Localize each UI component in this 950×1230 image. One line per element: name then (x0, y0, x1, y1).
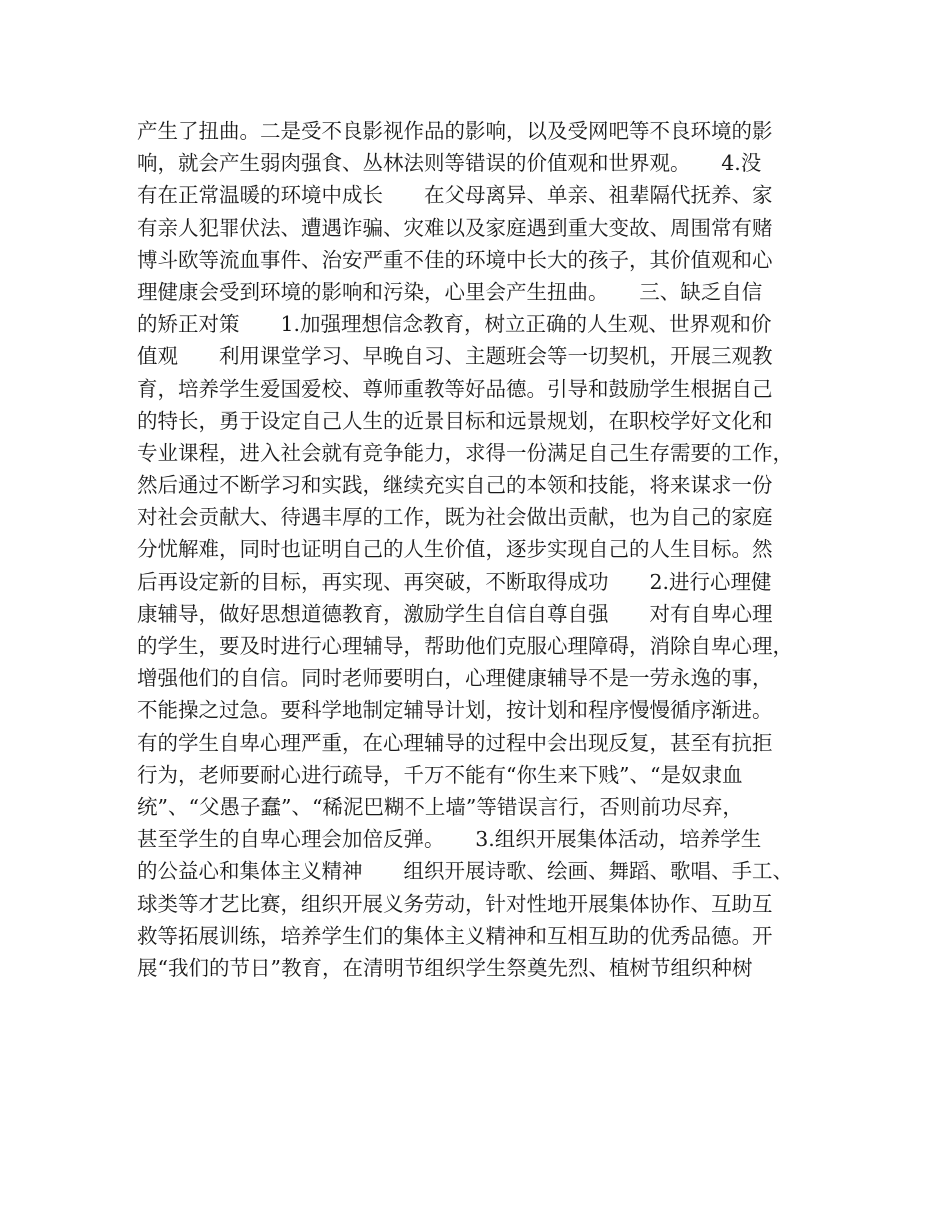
text-line-26: 救等拓展训练，培养学生们的集体主义精神和互相互助的优秀品德。开 (137, 923, 773, 948)
text-line-22: 统”、“父愚子蠢”、“稀泥巴糊不上墙”等错误言行，否则前功尽弃， (137, 794, 743, 819)
text-line-5: 博斗欧等流血事件、治安严重不佳的环境中长大的孩子，其价值观和心 (137, 247, 773, 272)
text-line-24: 的公益心和集体主义精神 组织开展诗歌、绘画、舞蹈、歌唱、手工、 (137, 859, 793, 884)
text-line-19: 不能操之过急。要科学地制定辅导计划，按计划和程序慢慢循序渐进。 (137, 698, 773, 723)
text-line-13: 对社会贡献大、待遇丰厚的工作，既为社会做出贡献，也为自己的家庭 (137, 505, 773, 530)
text-line-23: 甚至学生的自卑心理会加倍反弹。 3.组织开展集体活动，培养学生 (137, 827, 762, 852)
text-line-8: 值观 利用课堂学习、早晚自习、主题班会等一切契机，开展三观教 (137, 344, 773, 369)
text-line-10: 的特长，勇于设定自己人生的近景目标和远景规划，在职校学好文化和 (137, 408, 773, 433)
text-line-15: 后再设定新的目标，再实现、再突破，不断取得成功 2.进行心理健 (137, 569, 772, 594)
text-line-16: 康辅导，做好思想道德教育，激励学生自信自尊自强 对有自卑心理 (137, 601, 773, 626)
text-line-11: 专业课程，进入社会就有竞争能力，求得一份满足自己生存需要的工作， (137, 440, 793, 465)
text-line-3: 有在正常温暖的环境中成长 在父母离异、单亲、祖辈隔代抚养、家 (137, 183, 773, 208)
text-line-17: 的学生，要及时进行心理辅导，帮助他们克服心理障碍，消除自卑心理， (137, 634, 793, 658)
text-line-18: 增强他们的自信。同时老师要明白，心理健康辅导不是一劳永逸的事， (137, 666, 773, 691)
text-line-12: 然后通过不断学习和实践，继续充实自己的本领和技能，将来谋求一份 (137, 473, 773, 498)
text-line-9: 育，培养学生爱国爱校、尊师重教等好品德。引导和鼓励学生根据自己 (137, 376, 773, 401)
body-text (137, 115, 837, 984)
text-line-7: 的矫正对策 1.加强理想信念教育，树立正确的人生观、世界观和价 (137, 312, 772, 337)
text-line-25: 球类等才艺比赛，组织开展义务劳动，针对性地开展集体协作、互助互 (137, 891, 773, 916)
text-line-6: 理健康会受到环境的影响和污染，心里会产生扭曲。 三、缺乏自信 (137, 279, 763, 304)
text-line-2: 响，就会产生弱肉强食、丛林法则等错误的价值观和世界观。 4.没 (137, 151, 762, 176)
text-line-27: 展“我们的节日”教育，在清明节组织学生祭奠先烈、植树节组织种树 (137, 955, 753, 980)
text-line-21: 行为，老师要耐心进行疏导，千万不能有“你生来下贱”、“是奴隶血 (137, 762, 743, 787)
text-line-4: 有亲人犯罪伏法、遭遇诈骗、灾难以及家庭遇到重大变故、周围常有赌 (137, 215, 773, 240)
text-line-20: 有的学生自卑心理严重，在心理辅导的过程中会出现反复，甚至有抗拒 (137, 730, 773, 755)
text-line-14: 分忧解难，同时也证明自己的人生价值，逐步实现自己的人生目标。然 (137, 537, 773, 562)
text-line-1: 产生了扭曲。二是受不良影视作品的影响，以及受网吧等不良环境的影 (137, 119, 773, 143)
